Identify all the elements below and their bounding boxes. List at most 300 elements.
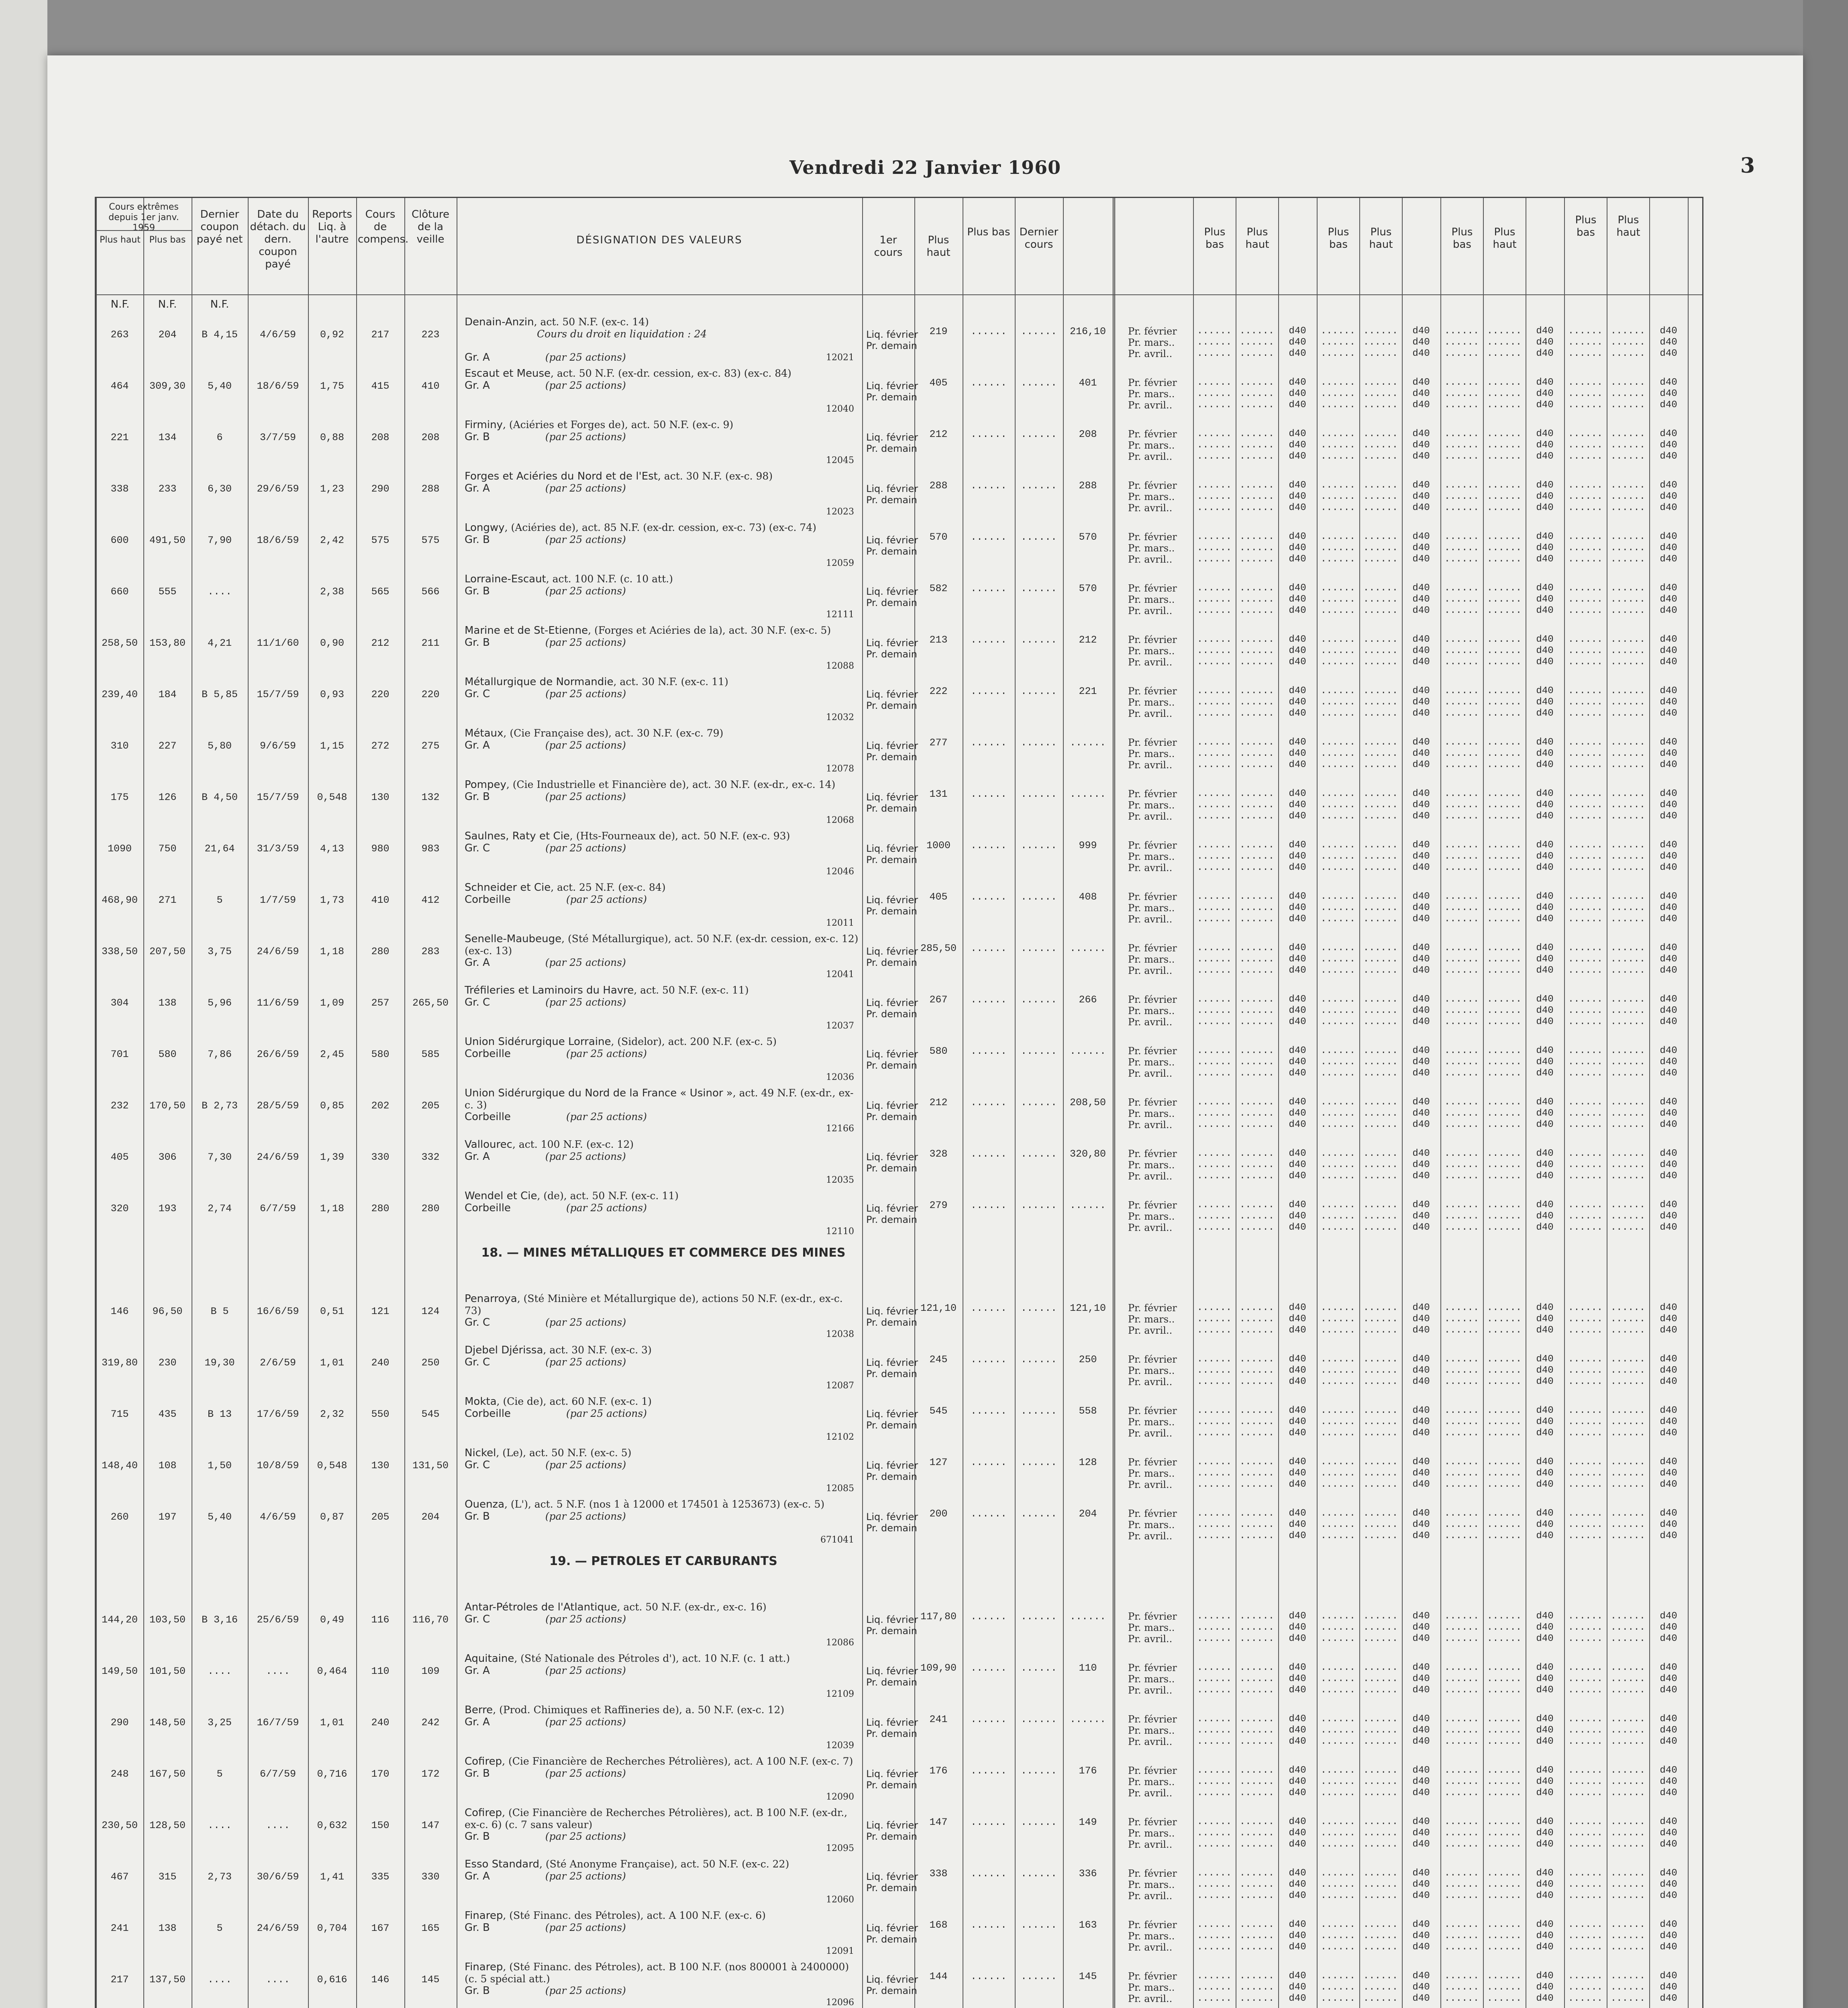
security-name: Union Sidérurgique Lorraine <box>465 1036 611 1048</box>
dont-value: d40 <box>1536 1159 1554 1170</box>
premium-tomorrow: Pr. demain <box>866 1420 917 1431</box>
liq-february: Liq. février <box>866 1614 918 1625</box>
premium-mar: Pr. mars.. <box>1128 1725 1175 1736</box>
dots: ...... <box>1363 1302 1398 1313</box>
dots: ...... <box>1363 502 1398 513</box>
liq-february: Liq. février <box>866 792 918 803</box>
dots: ...... <box>1320 1314 1356 1324</box>
cell-plus-haut: ...... <box>970 1868 1007 1879</box>
security-group: Gr. A <box>465 1716 490 1728</box>
dots: ...... <box>1610 326 1646 337</box>
dots: ...... <box>1320 748 1356 759</box>
premium-cell <box>1236 891 1278 925</box>
dots: ...... <box>1487 543 1522 553</box>
cell-dernier-cours: 408 <box>1079 891 1097 903</box>
dont-value: d40 <box>1660 1119 1677 1130</box>
dont-value: d40 <box>1289 1879 1306 1890</box>
dont-value: d40 <box>1660 1765 1677 1776</box>
premium-cell <box>1607 1919 1649 1953</box>
dots: ...... <box>1320 862 1356 873</box>
security-designation: Union Sidérurgique du Nord de la France « Usinor », act. 49 N.F. (ex-dr., ex-c. 3) Corbeille (par 25 actions) 12166 <box>465 1087 854 1134</box>
dont-value: d40 <box>1412 451 1430 462</box>
dots: ...... <box>1197 1045 1232 1056</box>
security-detail: (Cie Financière de Recherches Pétrolières), act. A 100 N.F. (ex-c. 7) <box>508 1755 853 1767</box>
premium-cell <box>1193 686 1236 719</box>
dots: ...... <box>1444 1530 1479 1541</box>
cell-date: 10/8/59 <box>257 1460 299 1471</box>
premium-dont <box>1649 1097 1688 1131</box>
security-name: Saulnes, Raty et Cie <box>465 830 570 842</box>
dots: ...... <box>1197 491 1232 502</box>
dots: ...... <box>1487 862 1522 873</box>
security-designation: Vallourec, act. 100 N.F. (ex-c. 12) Gr. A (par 25 actions) 12035 <box>465 1139 854 1185</box>
dont-value: d40 <box>1412 605 1430 616</box>
cell-first-cours: 131 <box>929 788 948 800</box>
dots: ...... <box>1239 1685 1275 1696</box>
cell-date: 4/6/59 <box>259 1511 296 1523</box>
premium-dont <box>1278 840 1317 873</box>
dont-value: d40 <box>1536 1776 1554 1787</box>
security-code: 12110 <box>826 1226 854 1237</box>
security-designation: Djebel Djérissa, act. 30 N.F. (ex-c. 3) Gr. C (par 25 actions) 12087 <box>465 1344 854 1391</box>
premium-cell <box>1440 326 1483 359</box>
premium-cell <box>1359 326 1402 359</box>
premium-apr: Pr. avril.. <box>1128 605 1173 616</box>
cell-rep: 2,38 <box>320 586 344 598</box>
premium-feb: Pr. février <box>1128 737 1177 748</box>
premium-cell <box>1483 1508 1526 1542</box>
dots: ...... <box>1568 1993 1603 2004</box>
dont-value: d40 <box>1660 1148 1677 1159</box>
premium-cell <box>1440 429 1483 462</box>
security-group: Gr. A <box>465 351 490 363</box>
cell-comp: 280 <box>371 1203 390 1214</box>
dont-value: d40 <box>1536 759 1554 770</box>
dots: ...... <box>1363 811 1398 822</box>
dots: ...... <box>1239 440 1275 451</box>
dots: ...... <box>1610 645 1646 656</box>
premium-cell <box>1193 1816 1236 1850</box>
units-lo: N.F. <box>158 298 177 310</box>
dots: ...... <box>1363 1325 1398 1336</box>
premium-cell <box>1193 1919 1236 1953</box>
dots: ...... <box>1568 862 1603 873</box>
dont-value: d40 <box>1412 440 1430 451</box>
premium-cell <box>1236 1816 1278 1850</box>
premium-cell <box>1564 1919 1607 1953</box>
dots: ...... <box>1610 914 1646 924</box>
premium-tomorrow: Pr. demain <box>866 1317 917 1328</box>
dont-value: d40 <box>1536 1839 1554 1850</box>
dont-value: d40 <box>1412 429 1430 439</box>
security-group: Gr. C <box>465 996 490 1008</box>
premium-cell <box>1440 1302 1483 1336</box>
dont-value: d40 <box>1412 1119 1430 1130</box>
dots: ...... <box>1363 891 1398 902</box>
cell-dernier-cours: 149 <box>1079 1816 1097 1828</box>
premium-cell <box>1564 1097 1607 1131</box>
dots: ...... <box>1239 1530 1275 1541</box>
dots: ...... <box>1487 994 1522 1005</box>
premium-cell <box>1564 377 1607 411</box>
cell-rep: 1,75 <box>320 380 344 392</box>
dont-value: d40 <box>1660 1057 1677 1067</box>
premium-cell <box>1359 429 1402 462</box>
dont-value: d40 <box>1660 1314 1677 1324</box>
premium-dont <box>1278 1611 1317 1645</box>
cell-date: 26/6/59 <box>257 1049 299 1060</box>
premium-dont <box>1526 1200 1564 1233</box>
premium-cell <box>1359 531 1402 565</box>
cell-hi: 660 <box>110 586 129 598</box>
security-code: 12095 <box>826 1843 854 1853</box>
dots: ...... <box>1239 1171 1275 1182</box>
premium-dont <box>1649 737 1688 771</box>
premium-cell <box>1564 1045 1607 1079</box>
security-name: Pompey <box>465 779 506 791</box>
cell-dernier-cours: 558 <box>1079 1405 1097 1417</box>
dots: ...... <box>1487 1971 1522 1981</box>
cell-clot: 242 <box>421 1717 440 1728</box>
security-code: 12090 <box>826 1792 854 1802</box>
dots: ...... <box>1487 697 1522 708</box>
security-detail: (Sté Minière et Métallurgique de), actions 50 N.F. (ex-dr., ex-c. 73) <box>465 1293 843 1316</box>
cell-hi: 248 <box>110 1768 129 1780</box>
dots: ...... <box>1568 1148 1603 1159</box>
cell-date: .... <box>265 1820 290 1831</box>
dots: ...... <box>1487 811 1522 822</box>
dots: ...... <box>1197 1611 1232 1622</box>
cell-lo: 193 <box>158 1203 177 1214</box>
dont-value: d40 <box>1289 1416 1306 1427</box>
cell-clot: 223 <box>421 329 440 341</box>
premium-dont <box>1649 1148 1688 1182</box>
security-detail: act. 30 N.F. (ex-c. 98) <box>664 470 773 482</box>
premium-mar: Pr. mars.. <box>1128 594 1175 605</box>
dont-value: d40 <box>1412 1714 1430 1724</box>
dots: ...... <box>1444 697 1479 708</box>
dots: ...... <box>1239 840 1275 851</box>
cell-first-cours: 1000 <box>926 840 951 851</box>
dots: ...... <box>1568 502 1603 513</box>
security-designation: Antar-Pétroles de l'Atlantique, act. 50 N.F. (ex-dr., ex-c. 16) Gr. C (par 25 actions) 12086 <box>465 1601 854 1648</box>
premium-mar: Pr. mars.. <box>1128 1211 1175 1222</box>
dont-value: d40 <box>1289 1479 1306 1490</box>
premium-apr: Pr. avril.. <box>1128 348 1173 359</box>
premium-feb: Pr. février <box>1128 634 1177 645</box>
dots: ...... <box>1239 902 1275 913</box>
premium-cell <box>1317 994 1359 1028</box>
dots: ...... <box>1320 583 1356 594</box>
cell-comp: 257 <box>371 997 390 1009</box>
dots: ...... <box>1487 1919 1522 1930</box>
premium-tomorrow: Pr. demain <box>866 700 917 711</box>
cell-lo: 128,50 <box>149 1820 186 1831</box>
dots: ...... <box>1568 851 1603 862</box>
cell-date: .... <box>265 1974 290 1986</box>
cell-rep: 0,616 <box>317 1974 347 1986</box>
dont-value: d40 <box>1536 902 1554 913</box>
dots: ...... <box>1197 1868 1232 1879</box>
security-group: Gr. B <box>465 791 490 803</box>
premium-cell <box>1483 788 1526 822</box>
dont-value: d40 <box>1412 1097 1430 1108</box>
dont-value: d40 <box>1536 1993 1554 2004</box>
dots: ...... <box>1610 965 1646 976</box>
dots: ...... <box>1363 1530 1398 1541</box>
dots: ...... <box>1487 429 1522 439</box>
dont-value: d40 <box>1412 954 1430 965</box>
cell-comp: 580 <box>371 1049 390 1060</box>
premium-dont <box>1402 1508 1440 1542</box>
cell-lo: 230 <box>158 1357 177 1369</box>
dots: ...... <box>1197 1468 1232 1479</box>
dots: ...... <box>1610 1776 1646 1787</box>
dots: ...... <box>1610 451 1646 462</box>
cell-coupon: 19,30 <box>204 1357 235 1369</box>
premium-dont <box>1526 686 1564 719</box>
premium-mar: Pr. mars.. <box>1128 440 1175 451</box>
cell-first-cours: 570 <box>929 531 948 543</box>
security-group: Gr. A <box>465 380 490 392</box>
cell-plus-haut: ...... <box>970 1971 1007 1982</box>
dont-value: d40 <box>1660 657 1677 667</box>
dont-value: d40 <box>1412 1765 1430 1776</box>
dots: ...... <box>1239 1673 1275 1684</box>
dots: ...... <box>1610 1530 1646 1541</box>
dots: ...... <box>1568 451 1603 462</box>
premium-cell <box>1483 1611 1526 1645</box>
dots: ...... <box>1197 348 1232 359</box>
liq-february: Liq. février <box>866 1408 918 1420</box>
dont-value: d40 <box>1289 902 1306 913</box>
dots: ...... <box>1239 1919 1275 1930</box>
dots: ...... <box>1568 1314 1603 1324</box>
premium-dont <box>1278 737 1317 771</box>
dots: ...... <box>1487 1828 1522 1839</box>
premium-cell <box>1607 1097 1649 1131</box>
dots: ...... <box>1568 1530 1603 1541</box>
security-detail: (Cie Française des), act. 30 N.F. (ex-c. 79) <box>510 727 724 739</box>
cell-dernier-cours: 121,10 <box>1069 1302 1106 1314</box>
dots: ...... <box>1568 1057 1603 1067</box>
dots: ...... <box>1320 1468 1356 1479</box>
dots: ...... <box>1197 686 1232 696</box>
table-row <box>96 314 1702 366</box>
premium-mar: Pr. mars.. <box>1128 1365 1175 1376</box>
dont-value: d40 <box>1289 1119 1306 1130</box>
dont-value: d40 <box>1536 954 1554 965</box>
premium-feb: Pr. février <box>1128 1765 1177 1776</box>
dots: ...... <box>1363 914 1398 924</box>
dots: ...... <box>1320 645 1356 656</box>
liq-february: Liq. février <box>866 1049 918 1060</box>
dont-value: d40 <box>1536 891 1554 902</box>
dots: ...... <box>1487 1736 1522 1747</box>
premium-dont <box>1649 326 1688 359</box>
dots: ...... <box>1487 686 1522 696</box>
premium-mar: Pr. mars.. <box>1128 337 1175 348</box>
premium-dont <box>1278 686 1317 719</box>
dots: ...... <box>1320 1108 1356 1119</box>
cell-first-cours: 245 <box>929 1354 948 1365</box>
dots: ...... <box>1444 1119 1479 1130</box>
premium-cell <box>1440 1200 1483 1233</box>
dots: ...... <box>1568 1714 1603 1724</box>
premium-mar: Pr. mars.. <box>1128 1982 1175 1993</box>
dont-value: d40 <box>1660 348 1677 359</box>
premium-tomorrow: Pr. demain <box>866 1985 917 1996</box>
security-detail: (Cie Financière de Recherches Pétrolières), act. B 100 N.F. (ex-dr., ex-c. 6) (c. 7 sans valeur) <box>465 1807 848 1830</box>
premium-dont <box>1278 1405 1317 1439</box>
dont-value: d40 <box>1412 1919 1430 1930</box>
dots: ...... <box>1610 748 1646 759</box>
premium-dont <box>1649 1611 1688 1645</box>
premium-tomorrow: Pr. demain <box>866 597 917 608</box>
dots: ...... <box>1610 348 1646 359</box>
premium-dont <box>1649 840 1688 873</box>
dots: ...... <box>1363 605 1398 616</box>
premium-cell <box>1483 1816 1526 1850</box>
premium-cell <box>1607 1508 1649 1542</box>
dont-value: d40 <box>1536 502 1554 513</box>
premium-cell <box>1607 1405 1649 1439</box>
dont-value: d40 <box>1660 1828 1677 1839</box>
dots: ...... <box>1320 1765 1356 1776</box>
dont-value: d40 <box>1536 1930 1554 1941</box>
security-lot: (par 25 actions) <box>563 894 647 905</box>
cell-rep: 0,85 <box>320 1100 344 1112</box>
dont-value: d40 <box>1412 1868 1430 1879</box>
cell-lo: 108 <box>158 1460 177 1471</box>
dots: ...... <box>1487 1479 1522 1490</box>
premium-feb: Pr. février <box>1128 788 1177 800</box>
premium-dont <box>1526 1765 1564 1799</box>
cell-dernier-cours: 216,10 <box>1069 326 1106 337</box>
premium-apr: Pr. avril.. <box>1128 1479 1173 1490</box>
dots: ...... <box>1487 1108 1522 1119</box>
premium-dont <box>1649 583 1688 616</box>
cell-lo: 555 <box>158 586 177 598</box>
cell-first-cours: 267 <box>929 994 948 1006</box>
dont-value: d40 <box>1289 1736 1306 1747</box>
dots: ...... <box>1239 891 1275 902</box>
dots: ...... <box>1487 1097 1522 1108</box>
cell-comp: 212 <box>371 637 390 649</box>
premium-dont <box>1278 377 1317 411</box>
dont-value: d40 <box>1412 1405 1430 1416</box>
dots: ...... <box>1610 1519 1646 1530</box>
premium-dont <box>1649 1508 1688 1542</box>
dont-value: d40 <box>1289 1890 1306 1901</box>
cell-rep: 1,09 <box>320 997 344 1009</box>
cell-rep: 1,73 <box>320 894 344 906</box>
cell-plus-bas: ...... <box>1020 737 1057 749</box>
premium-cell <box>1236 1302 1278 1336</box>
dont-value: d40 <box>1289 1314 1306 1324</box>
dont-value: d40 <box>1536 1314 1554 1324</box>
security-designation: Senelle-Maubeuge, (Sté Métallurgique), act. 50 N.F. (ex-dr. cession, ex-c. 12) (ex-c. 13) Gr. A (par 25 actions) 12041 <box>465 933 859 980</box>
dots: ...... <box>1363 1479 1398 1490</box>
table-row <box>96 726 1702 777</box>
liq-february: Liq. février <box>866 946 918 957</box>
premium-cell <box>1193 1405 1236 1439</box>
dots: ...... <box>1487 388 1522 399</box>
dots: ...... <box>1444 811 1479 822</box>
dots: ...... <box>1197 1982 1232 1993</box>
premium-cell <box>1607 891 1649 925</box>
premium-dont <box>1526 429 1564 462</box>
security-lot: (par 25 actions) <box>563 1111 647 1122</box>
cell-dernier-cours: 570 <box>1079 583 1097 594</box>
premium-months <box>1128 326 1196 359</box>
premium-cell <box>1236 1200 1278 1233</box>
cell-first-cours: 288 <box>929 480 948 492</box>
dots: ...... <box>1610 862 1646 873</box>
liq-february: Liq. février <box>866 894 918 906</box>
dots: ...... <box>1363 1097 1398 1108</box>
premium-cell <box>1359 1971 1402 2004</box>
dots: ...... <box>1487 1662 1522 1673</box>
premium-cell <box>1440 1148 1483 1182</box>
security-lot: (par 25 actions) <box>542 1767 626 1779</box>
cell-plus-haut: ...... <box>970 788 1007 800</box>
dots: ...... <box>1197 1119 1232 1130</box>
premium-dont <box>1526 1816 1564 1850</box>
cell-date: 24/6/59 <box>257 1151 299 1163</box>
cell-plus-bas: ...... <box>1020 840 1057 851</box>
dots: ...... <box>1239 1222 1275 1233</box>
dots: ...... <box>1197 1714 1232 1724</box>
dont-value: d40 <box>1289 788 1306 799</box>
dont-value: d40 <box>1412 543 1430 553</box>
dots: ...... <box>1197 1765 1232 1776</box>
dont-value: d40 <box>1536 1405 1554 1416</box>
dont-value: d40 <box>1660 1816 1677 1827</box>
dots: ...... <box>1320 1016 1356 1027</box>
dont-value: d40 <box>1660 1211 1677 1222</box>
dont-value: d40 <box>1412 1530 1430 1541</box>
dont-value: d40 <box>1289 840 1306 851</box>
dots: ...... <box>1610 1108 1646 1119</box>
premium-months <box>1128 891 1196 925</box>
dont-value: d40 <box>1289 1325 1306 1336</box>
security-name: Marine et de St-Etienne <box>465 624 588 637</box>
premium-cell <box>1607 1714 1649 1747</box>
dots: ...... <box>1568 1354 1603 1365</box>
dots: ...... <box>1568 1211 1603 1222</box>
dots: ...... <box>1444 1159 1479 1170</box>
premium-cell <box>1236 1148 1278 1182</box>
premium-cell <box>1440 788 1483 822</box>
premium-dont <box>1402 429 1440 462</box>
dots: ...... <box>1363 1673 1398 1684</box>
dont-value: d40 <box>1412 1159 1430 1170</box>
premium-cell <box>1236 326 1278 359</box>
dont-value: d40 <box>1660 1171 1677 1182</box>
dots: ...... <box>1444 531 1479 542</box>
cell-lo: 204 <box>158 329 177 341</box>
premium-cell <box>1483 840 1526 873</box>
dont-value: d40 <box>1412 1633 1430 1644</box>
dots: ...... <box>1239 451 1275 462</box>
dots: ...... <box>1320 1776 1356 1787</box>
cell-hi: 464 <box>110 380 129 392</box>
premium-dont <box>1649 1302 1688 1336</box>
premium-mar: Pr. mars.. <box>1128 1468 1175 1479</box>
cell-comp: 146 <box>371 1974 390 1986</box>
dont-value: d40 <box>1289 1045 1306 1056</box>
